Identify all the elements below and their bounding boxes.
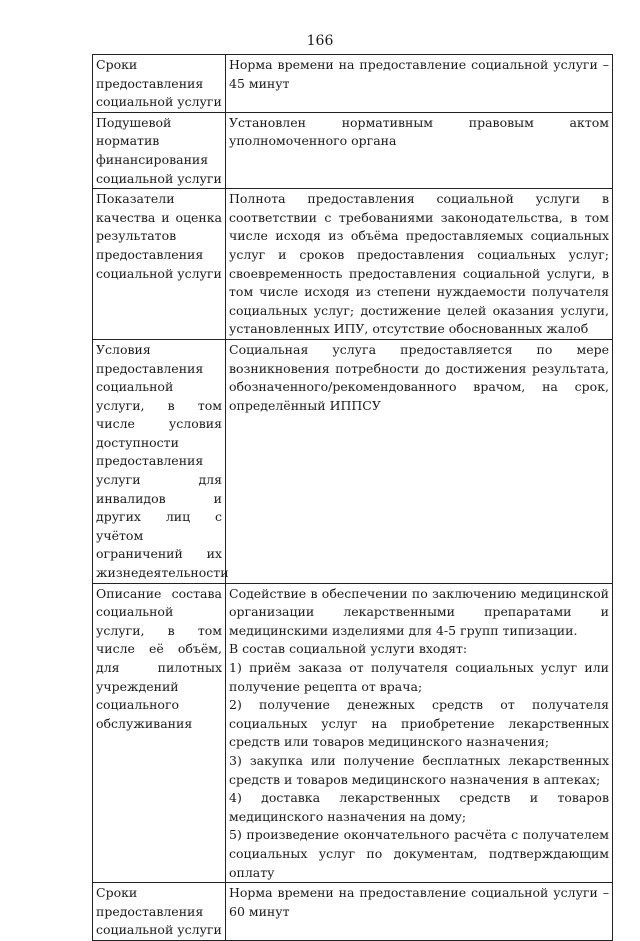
row-label: Сроки предоставления социальной услуги [93,883,226,941]
value-line: Установлен нормативным правовым актом уполномоченного органа [229,114,609,149]
value-line: Содействие в обеспечении по заключению медицинской организации лекарственными препаратами и медицинскими изделиями для 4-5 групп типизации. [229,585,609,638]
value-line: 1) приём заказа от получателя социальных услуг или получение рецепта от врача; [229,660,609,694]
value-line: 2) получение денежных средств от получателя социальных услуг на приобретение лекарственных средств или товаров медицинского назначения; [229,697,609,750]
row-label: Описание состава социальной услуги, в том числе её объём, для пилотных учреждений социального обслуживания [93,583,226,883]
row-value [226,112,613,188]
row-label: Сроки предоставления социальной услуги [93,55,226,113]
service-table [92,54,613,941]
row-label: Подушевой норматив финансирования социальной услуги [93,112,226,188]
value-line: В состав социальной услуги входят: [229,641,468,657]
table-row [93,339,613,583]
row-value [226,583,613,883]
row-value [226,883,613,941]
row-value [226,339,613,583]
value-line: 5) произведение окончательного расчёта с получателем социальных услуг по документам, подтверждающим оплату [229,827,609,880]
value-line: Норма времени на предоставление социальной услуги – 60 минут [229,885,609,919]
value-line: Социальная услуга предоставляется по мере возникновения потребности до достижения результата, обозначенного/рекомендованного врачом, на срок, определённый ИППСУ [229,341,609,413]
table-row [93,189,613,340]
value-line: 3) закупка или получение бесплатных лекарственных средств и товаров медицинского назначения в аптеках; [229,752,609,787]
row-label: Условия предоставления социальной услуги, в том числе условия доступности предоставления услуги для инвалидов и других лиц с учётом ограничений их жизнедеятельности [93,339,226,583]
row-value [226,189,613,340]
row-label: Показатели качества и оценка результатов предоставления социальной услуги [93,189,226,340]
page-number: 166 [306,33,334,49]
table-row [93,55,613,113]
value-line: Норма времени на предоставление социальной услуги – 45 минут [229,57,609,91]
row-value [226,55,613,113]
table-row [93,583,613,883]
table-row [93,883,613,941]
table-row [93,112,613,188]
value-line: 4) доставка лекарственных средств и товаров медицинского назначения на дому; [229,790,609,824]
value-line: Полнота предоставления социальной услуги в соответствии с требованиями законодательства, в том числе исходя из объёма предоставляемых социальных услуг и сроков предоставления социальных услуг; своевременность предоставления социальной услуги, в том числе исходя из степени нуждаемости получателя социальных услуг; достижение целей оказания услуги, установленных ИПУ, отсутствие обоснованных жалоб [229,191,609,337]
